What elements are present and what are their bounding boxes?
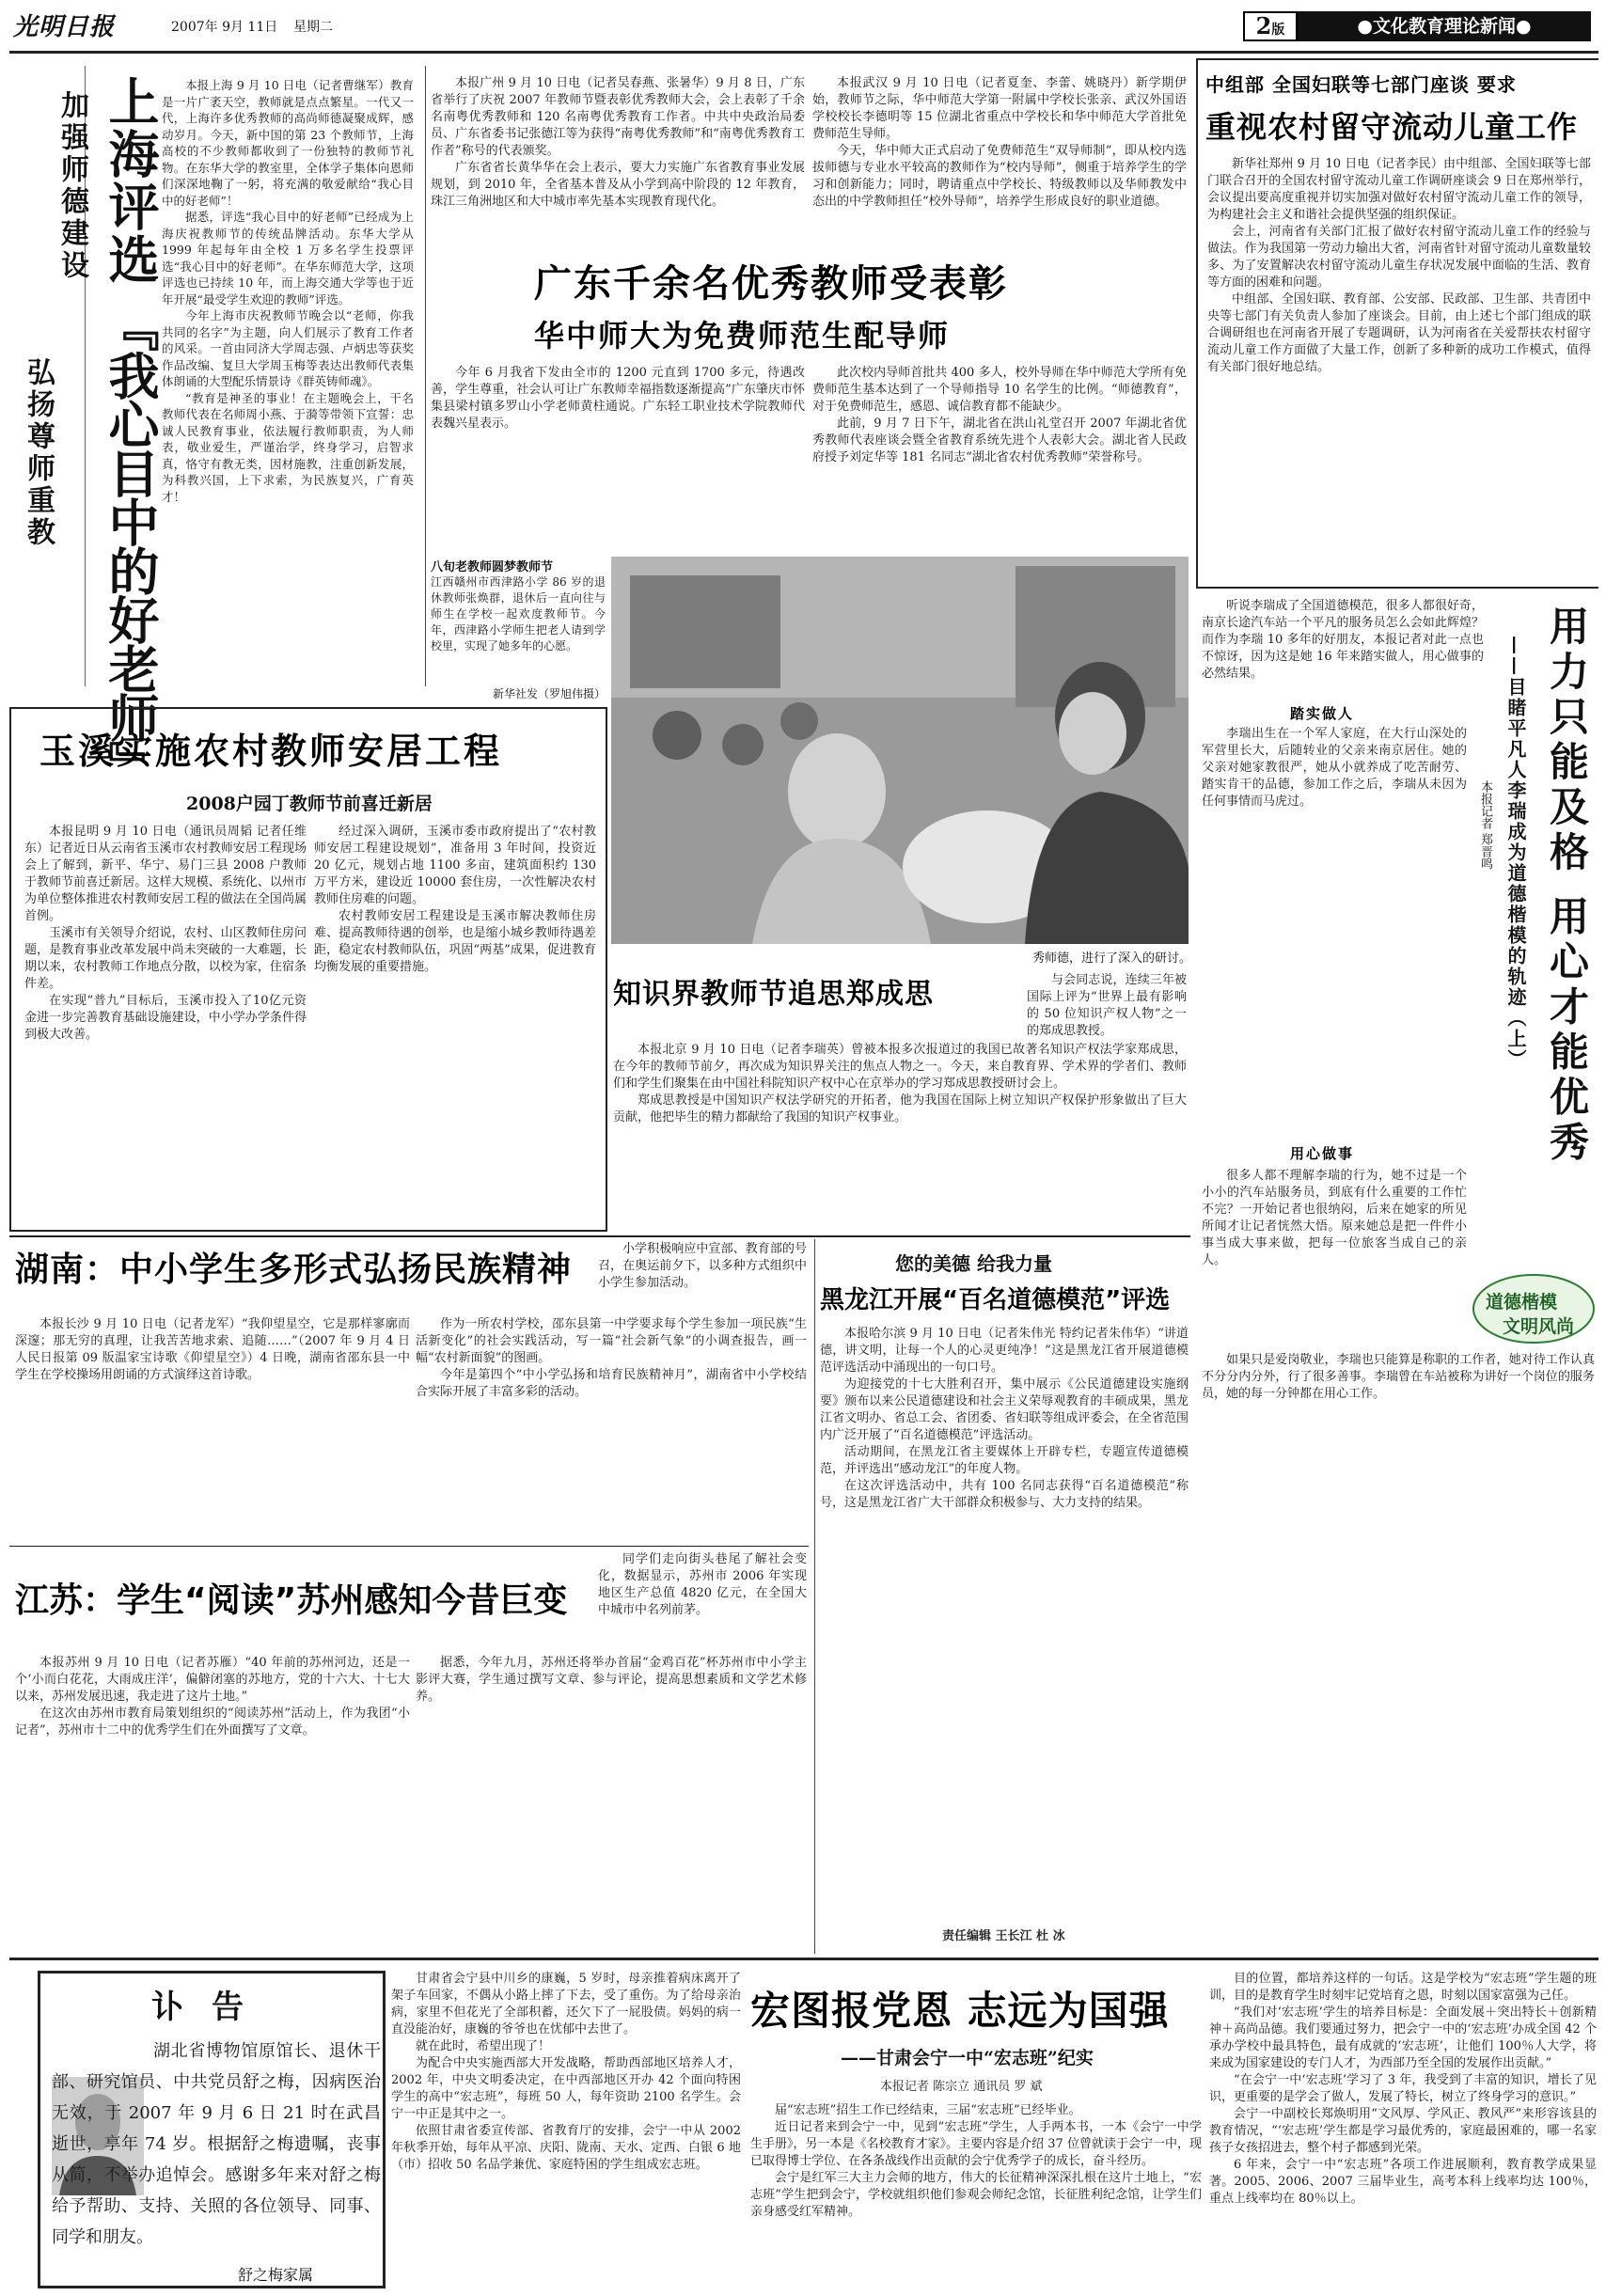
side-strip-line2: 弘扬尊师重教: [22, 357, 55, 549]
shanghai-headline-a: 上海评选: [101, 75, 160, 286]
heilongjiang-body: [820, 1326, 1189, 1911]
jiangsu-intro: [598, 1551, 807, 1649]
lirui-body1: [1202, 726, 1467, 1130]
paragraph: 李瑞出生在一个军人家庭，在大行山深处的军营里长大，后随转业的父亲来南京居住。她的父亲对她家教很严，她从小就养成了吃苦耐劳、踏实肯干的品德，参加工作之后，李瑞从未因为任何事情而马虎过。: [1202, 727, 1467, 809]
jiangsu-article: [9, 1549, 811, 1956]
yuxi-subhead: 2008户园丁教师节前喜迁新居: [186, 794, 433, 814]
zhonggong-kicker: 中组部 全国妇联等七部门座谈 要求: [1205, 73, 1517, 96]
paragraph: 在实现“普九”目标后，玉溪市投入了10亿元资金进一步完善教育基础设施建设，中小学办学条件得到极大改善。: [24, 994, 307, 1042]
paragraph: 为配合中央实施西部大开发战略，帮助西部地区培养人才，2002 年，中央文明委决定，在中西部地区开办 42 个面向特困学生的高中“宏志班”，每班 50 人，每年资助 2100 名学生。会宁一中正是其中之一。: [391, 2056, 741, 2121]
paragraph: 如果只是爱岗敬业，李瑞也只能算是称职的工作者，她对待工作认真不分分内分外，行了很多善事。李瑞曾在车站被称为讲好一个岗位的服务员，她的每一分钟都在用心工作。: [1202, 1353, 1595, 1401]
guangdong-col1: [431, 75, 805, 254]
paragraph: 广东省省长黄华华在会上表示，要大力实施广东省教育事业发展规划，到 2010 年，全省基本普及从小学到高中阶段的 12 年教育，珠江三角洲地区和大中城市率先基本实现教育现代化。: [431, 161, 805, 209]
paragraph: 据悉，评选“我心目中的好老师”已经成为上海庆祝教师节的传统品牌活动。东华大学从 1999 年起每年由全校 1 万多名学生投票评选“我心目中的好老师”。在华东师范大学，这项评选也已持续 10 年，而上海交通大学等也于近年开展“最受学生欢迎的教师”评选。: [162, 210, 414, 307]
heilongjiang-article: [820, 1239, 1192, 1954]
lirui-lead: 听说李瑞成了全国道德模范，很多人都很好奇，南京长途汽车站一个平凡的服务员怎么会如此辉煌？而作为李瑞 10 多年的好朋友，本报记者对此一点也不惊讶，因为这是她 16 年来踏实做人，用心做事的必然结果。: [1202, 599, 1484, 681]
paragraph: “教育是神圣的事业！在主题晚会上，干名教师代表在名师周小燕、于漪等带领下宣誓：忠诚人民教育事业，依法履行教师职责，为人师表，敬业爱生，严谨治学，终身学习，启智求真，恪守有教无类，因材施教，注重创新发展，为科教兴国，上下求索，为民族复兴，广育英才！: [162, 390, 414, 504]
zhonggong-headline: 重视农村留守流动儿童工作: [1205, 109, 1579, 145]
paragraph: “我们对‘宏志班’学生的培养目标是：全面发展＋突出特长＋创新精神＋高尚品德。我们要通过努力，把会宁一中的‘宏志班’办成全国 42 个承办学校中最具特色，最有成就的‘宏志班’，让他们 100％人大学，将来成为国家建设的专门人才，为西部乃至全国的发展作出贡献。”: [1209, 2005, 1597, 2070]
paragraph: “在会宁一中‘宏志班’学习了 3 年，我受到了丰富的知识，增长了见识，更重要的是学会了做人，发展了特长，树立了终身学习的意识。”: [1209, 2073, 1597, 2104]
zhishi-body: [613, 1042, 1187, 1226]
newspaper-logo: 光明日报: [13, 13, 116, 41]
masthead: [0, 0, 1606, 60]
paragraph: 在这次由苏州市教育局策划组织的“阅读苏州”活动上，作为我团“小记者”，苏州市十二中的优秀学生们在外面撰写了文章。: [15, 1706, 410, 1738]
paragraph: 会上，河南省有关部门汇报了做好农村留守流动儿童工作的经验与做法。作为我国第一劳动力输出大省，河南省针对留守流动儿童数量较多、为了安置解决农村留守流动儿童生存状况发展中面临的生活、教育等方面的困难和问题。: [1207, 225, 1591, 290]
guangdong-col1-cont: [431, 365, 805, 553]
paragraph: 此次校内导师首批共 400 多人，校外导师在华中师范大学所有免费师范生基本达到了一个导师指导 10 名学生的比例。“师德教育”，对于免费师范生，感恩、诚信教育都不能缺少。: [812, 366, 1187, 414]
paragraph: 近日记者来到会宁一中，见到“宏志班”学生，人手两本书，一本《会宁一中学生手册》，另一本是《名校教育才家》。主要内容是介绍 37 位曾就读于会宁一中，现已取得博士学位、在各条战线作出贡献的会宁优秀学子的成长，奋斗经历。: [750, 2120, 1202, 2168]
paragraph: 届“宏志班”招生工作已经结束，三届“宏志班”已经毕业。: [775, 2103, 1081, 2117]
gansu-byline: 本报记者 陈宗立 通讯员 罗 斌: [880, 2080, 1043, 2094]
lirui-byline: 本报记者 郑晋鸣: [1478, 780, 1492, 871]
page-number-box: [1243, 11, 1298, 41]
paragraph: 今年 6 月我省下发由全市的 1200 元直到 1700 多元，待遇改善，学生尊重，社会认可让广东教师幸福指数逐渐提高”广东肇庆市怀集县梁村镇多罗山小学老师黄柱通说。广东轻工职业技术学院教师代表魏兴星表示。: [431, 366, 805, 431]
gansu-article: [391, 1965, 1598, 2290]
caption-title: 八旬老教师圆梦教师节: [431, 560, 554, 574]
lirui-section2: 用心做事: [1290, 1145, 1355, 1162]
paragraph: 经过深入调研，玉溪市委市政府提出了“农村教师安居工程建设规划”，准备用 3 年时间，投资近 20 亿元，规划占地 1100 多亩，建筑面积约 130 万平方米，建设近 10000 套住房，一次性解决农村教师住房难的问题。: [314, 825, 596, 906]
paragraph: 郑成思教授是中国知识产权法学研究的开拓者，他为我国在国际上树立知识产权保护形象做出了巨大贡献，他把毕生的精力都献给了我国的知识产权事业。: [613, 1093, 1187, 1124]
paragraph: 很多人都不理解李瑞的行为，她不过是一个小小的汽车站服务员，到底有什么重要的工作忙不完？一开始记者也很纳闷，后来在她家的所见所闻才让记者恍然大悟。原来她总是把一件件小事当成大事来做，把每一位旅客当成自己的亲人。: [1202, 1169, 1467, 1267]
lirui-subhead: ——目睹平凡人李瑞成为道德楷模的轨迹（上）: [1504, 636, 1527, 1070]
paragraph: 本报武汉 9 月 10 日电（记者夏奎、李蕾、姚晓丹）新学期伊始，教师节之际，华中师范大学第一附属中学校长张亲、武汉外国语学校校长李德明等 15 位湖北省重点中学校长和华中师范大学首批免费师范生导师。: [812, 76, 1187, 141]
hunan-col1: [15, 1316, 410, 1542]
jiangsu-col1: [15, 1655, 410, 1952]
yuxi-col2: [314, 824, 596, 1219]
paragraph: 农村教师安居工程建设是玉溪市解决教师住房难、提高教师待遇的创举，也是缩小城乡教师待遇差距，稳定农村教师队伍，巩固“两基”成果，促进教育均衡发展的重要措施。: [314, 909, 596, 974]
paragraph: 为迎接党的十七大胜利召开，集中展示《公民道德建设实施纲要》颁布以来公民道德建设和社会主义荣辱观教育的丰硕成果，黑龙江省文明办、省总工会、省团委、省妇联等组成评委会，在全省范围内广泛开展了“百名道德模范”评选活动。: [820, 1377, 1189, 1442]
guangdong-subhead: 华中师大为免费师范生配导师: [534, 318, 951, 354]
jiangsu-col2: [416, 1655, 807, 1952]
responsible-editors: 责任编辑 王长江 杜 冰: [942, 1929, 1065, 1943]
lirui-section1: 踏实做人: [1290, 705, 1355, 722]
yuxi-headline: 玉溪实施农村教师安居工程: [39, 731, 503, 772]
guangdong-headline: 广东千余名优秀教师受表彰: [534, 262, 1008, 306]
lirui-article: [1196, 592, 1598, 1956]
zhishi-article: [613, 950, 1190, 1228]
paragraph: 在这次评选活动中，共有 100 名同志获得“百名道德模范”称号，这是黑龙江省广大干部群众积极参与、大力支持的结果。: [820, 1479, 1189, 1510]
column-rule: [425, 66, 426, 686]
paragraph: 6 年来，会宁一中“宏志班”各项工作进展顺利，教育教学成果显著。2005、2006、2007 三届毕业生，高考本科上线率均达 100％，重点上线率均在 80％以上。: [1209, 2158, 1597, 2206]
hunan-headline: 湖南：中小学生多形式弘扬民族精神: [15, 1250, 573, 1289]
paragraph: 依照甘肃省委宣传部、省教育厅的安排，会宁一中从 2002 年秋季开始，每年从平凉、庆阳、陇南、天水、定西、白银 6 地（市）招收 50 名品学兼优、家庭特困的学生组成宏志班。: [391, 2124, 741, 2172]
gansu-col-left: [391, 1971, 741, 2287]
teacher-photo-illustration: [611, 557, 1189, 944]
masthead-rule: [9, 51, 1598, 54]
guangdong-col2: [812, 75, 1187, 254]
zhonggong-body: [1207, 156, 1591, 581]
paragraph: 本报苏州 9 月 10 日电（记者苏雁）“40 年前的苏州河边，还是一个‘小而白花花，大雨成庄洋’，偏僻闭塞的苏地方，党的十六大、十七大以来，苏州发展迅速，我走进了这片土地。”: [15, 1656, 410, 1704]
paragraph: 今年上海市庆祝教师节晚会以“老师，你我共同的名字”为主题，向人们展示了教育工作者的风采。一首由同济大学周志强、卢炳忠等获奖作品改编、复旦大学周玉梅等表达出教师代表集体朗诵的大型配乐情景诗《群英铸师魂》。: [162, 308, 414, 388]
obituary-text: 湖北省博物馆原馆长、退休干部、研究馆员、中共党员舒之梅，因病医治无效，于 2007 年 9 月 6 日 21 时在武昌逝世，享年 74 岁。根据舒之梅遗嘱，丧事从简，不举办追悼会。感谢多年来对舒之梅给予帮助、支持、关照的各位领导、同事、同学和朋友。: [52, 2041, 381, 2247]
section-rule: [9, 1235, 1190, 1237]
badge-text-a: 道德楷模: [1486, 1292, 1558, 1313]
heilongjiang-headline: 黑龙江开展“百名道德模范”评选: [820, 1286, 1171, 1314]
guangdong-col2-cont: [812, 365, 1187, 553]
section-rule: [9, 1546, 809, 1547]
paragraph: 此前，9 月 7 日下午，湖北省在洪山礼堂召开 2007 年湖北省优秀教师代表座谈会暨全省教育系统先进个人表彰大会。湖北省人民政府授予刘定华等 181 名同志“湖北省农村优秀教师”荣誉称号。: [812, 417, 1187, 464]
shanghai-headline-b: 『我心目中的好老师』: [101, 301, 160, 790]
lirui-headline: 用力只能及格 用心才能优秀: [1544, 605, 1590, 1167]
page-number: 2: [1255, 12, 1272, 39]
issue-date: 2007年 9月 11日: [171, 20, 278, 35]
paragraph: 据悉，今年九月，苏州还将举办首届“金鸡百花”杯苏州市中小学主影评大赛，学生通过撰写文章、参与评论，提高思想素质和文学艺术修养。: [416, 1656, 807, 1704]
obituary-box: [38, 1971, 386, 2288]
gansu-col-right: [1209, 1971, 1597, 2287]
hunan-lead: 小学积极响应中宣部、教育部的号召，在奥运前夕下，以多种方式组织中小学生参加活动。: [598, 1242, 807, 1290]
gansu-headline: 宏图报党恩 志远为国强: [750, 1988, 1170, 2034]
paragraph: 中组部、全国妇联、教育部、公安部、民政部、卫生部、共青团中央等七部门有关负责人参加了座谈会。目前，由上述七个部门组成的联合调研组也在河南省开展了专题调研，认为河南省在关爱帮扶农村留守流动儿童工作方面做了大量工作，创新了多种新的成功工作模式，值得有关部门很好地总结。: [1207, 292, 1591, 374]
issue-weekday: 星期二: [293, 20, 333, 35]
paragraph: 本报长沙 9 月 10 日电（记者龙军）“我仰望星空，它是那样寥廓而深邃；那无穷的真理，让我苦苦地求索、追随……”（2007 年 9 月 4 日人民日报第 09 版温家宝诗歌《仰望星空》）4 日晚，湖南省邵东县一中学生在学校操场用朗诵的方式演绎这首诗歌。: [15, 1317, 410, 1382]
heilongjiang-kicker: 您的美德 给我力量: [895, 1252, 1052, 1275]
hunan-article: [9, 1239, 811, 1544]
shanghai-body: [162, 77, 414, 686]
paragraph: 本报昆明 9 月 10 日电（通讯员周韬 记者任维东）记者近日从云南省玉溪市农村教师安居工程现场会上了解到，新平、华宁、易门三县 2008 户教师于教师节前喜迁新居。这样大规模、系统化、以州市为单位整体推进农村教师安居工程的做法在全国尚属首例。: [24, 825, 307, 923]
gansu-col-mid: [750, 2102, 1202, 2287]
paragraph: 玉溪市有关领导介绍说，农村、山区教师住房问题，是教育事业改革发展中尚未突破的一大难题，长期以来，农村教师工作地点分散，以校为家，住宿条件差。: [24, 926, 307, 991]
paragraph: 新华社郑州 9 月 10 日电（记者李民）由中组部、全国妇联等七部门联合召开的全国农村留守流动儿童工作调研座谈会 9 日在郑州举行，会议提出要高度重视并切实加强对做好农村留守流动儿童工作的领导，为构建社会主义和谐社会提供坚强的组织保证。: [1207, 157, 1591, 222]
obituary-title: 讣告: [151, 1989, 272, 2026]
paragraph: 活动期间，在黑龙江省主要媒体上开辟专栏，专题宣传道德模范，并评选出“感动龙江”的年度人物。: [820, 1445, 1189, 1476]
jiangsu-headline: 江苏：学生“阅读”苏州感知今昔巨变: [15, 1581, 568, 1620]
column-rule: [814, 1239, 815, 1954]
gansu-subhead: ——甘肃会宁一中“宏志班”纪实: [841, 2048, 1094, 2068]
paragraph: 甘肃省会宁县中川乡的康巍，5 岁时，母亲推着病床离开了架子车回家，不偶从小路上摔了下去，受了重伤。为了给母亲治病，家里不但花光了全部积蓄，还欠下了一屁股债。妈妈的病一直没能治好，康巍的爷爷也在忧郁中去世了。: [391, 1972, 741, 2037]
yuxi-col1: [24, 824, 307, 1219]
side-strip-line1: 加强师德建设: [55, 90, 88, 282]
section-title: ●文化教育理论新闻●: [1298, 11, 1591, 41]
guangdong-article: [431, 66, 1190, 555]
paragraph: 本报哈尔滨 9 月 10 日电（记者朱伟光 特约记者朱伟华）“讲道德，讲文明，让每一个人的心灵更纯净！”这是黑龙江省开展道德模范评选活动中涌现出的一句口号。: [820, 1327, 1189, 1375]
photo-caption: [431, 557, 606, 705]
moral-model-badge: [1471, 1271, 1597, 1346]
paragraph: 会宁一中副校长郑焕明用“文风厚、学风正、教风严”来形容该县的教育情况，“‘宏志班’学生都是学习最优秀的，家庭最困难的，哪一名家孩子女孩招进去，整个村子都感到光荣。: [1209, 2107, 1597, 2155]
side-strip: [15, 66, 86, 686]
caption-text: 江西赣州市西津路小学 86 岁的退休教师张焕群，退休后一直向往与师生在学校一起欢度教师节。今年，西津路小学师生把老人请到学校里，实现了她多年的心愿。: [431, 575, 606, 653]
paragraph: 目的位置，都培养这样的一句话。这是学校为“宏志班”学生题的班训，目的是教育学生时刻牢记党培育之恩，时刻以国家富强为己任。: [1209, 1972, 1597, 2003]
paragraph: 今年是第四个“中小学弘扬和培育民族精神月”，湖南省中小学校结合实际开展了丰富多彩的活动。: [416, 1368, 807, 1399]
paragraph: 今天，华中师大正式启动了免费师范生“双导师制”，即从校内选拔师德与专业水平较高的教师作为“校内导师”，侧重于培养学生的学习和创新能力；同时，聘请重点中学校长、特级教师以及华师教发中态出的中学教师担任“校外导师”，培养学生形成良好的职业道德。: [812, 144, 1187, 209]
zhonggong-article: [1196, 58, 1598, 589]
caption-credit: 新华社发（罗旭伟摄）: [492, 687, 606, 700]
paragraph: 同学们走向街头巷尾了解社会变化，数据显示，苏州市 2006 年实现地区生产总值 4820 亿元，在全国大中城市中名列前茅。: [598, 1552, 807, 1617]
lirui-body2: [1202, 1168, 1467, 1309]
photo-tail-text: 秀师德，进行了深入的研讨。: [1032, 951, 1192, 966]
paragraph: 本报北京 9 月 10 日电（记者李瑞英）曾被本报多次报道过的我国已故著名知识产权法学家郑成思，在今年的教师节前夕，再次成为知识界关注的焦点人物之一。今天，来自教育界、学术界的学者们、教师们和学生们聚集在由中国社科院知识产权中心在京举办的学习郑成思教授研讨会上。: [613, 1043, 1187, 1091]
yuxi-article: [9, 707, 607, 1232]
zhishi-lead: 与会同志说，连续三年被国际上评为“世界上最有影响的 50 位知识产权人物”之一的郑成思教授。: [1027, 973, 1187, 1038]
paragraph: 就在此时，希望出现了！: [416, 2039, 551, 2053]
paragraph: 本报广州 9 月 10 日电（记者吴春燕、张暑华）9 月 8 日，广东省举行了庆祝 2007 年教师节暨表彰优秀教师大会，会上表彰了千余名南粤优秀教师和 120 名南粤优秀教育工作者。中共中央政治局委员、广东省委书记张德江等为获得“南粤优秀教师”和“南粤优秀教育工作者”称号的代表颁奖。: [431, 76, 805, 158]
lirui-body3: [1202, 1352, 1595, 1954]
paragraph: 作为一所农村学校，邵东县第一中学要求每个学生参加一项民族“生活新变化”的社会实践活动，写一篇“社会新气象”的小调查报告，画一幅“农村新面貌”的图画。: [416, 1317, 807, 1365]
section-rule: [9, 1958, 1598, 1960]
zhishi-headline: 知识界教师节追思郑成思: [613, 978, 934, 1011]
obituary-sign: 舒之梅家属: [238, 2266, 314, 2284]
news-photo: [611, 557, 1189, 944]
paragraph: 会宁是红军三大主力会师的地方，伟大的长征精神深深扎根在这片土地上，“宏志班”学生把到会宁，学校就组织他们参观会师纪念馆，长征胜利纪念馆，让学生们亲身感受红军精神。: [750, 2171, 1202, 2219]
page-unit: 版: [1271, 23, 1285, 38]
hunan-col2: [416, 1316, 807, 1542]
badge-text-b: 文明风尚: [1503, 1316, 1575, 1337]
paragraph: 本报上海 9 月 10 日电（记者曹继军）教育是一片广袤天空，教师就是点点繁星。一代又一代，上海许多优秀教师的高尚师德凝聚成辉，感动岁月。今天，新中国的第 23 个教师节，上海高校的不少教师都收到了一份独特的教师节礼物。在东华大学的教室里，全体学子集体向恩师们深深地鞠了一躬，将充满的敬爱献给“我心目中的好老师”！: [162, 78, 414, 208]
